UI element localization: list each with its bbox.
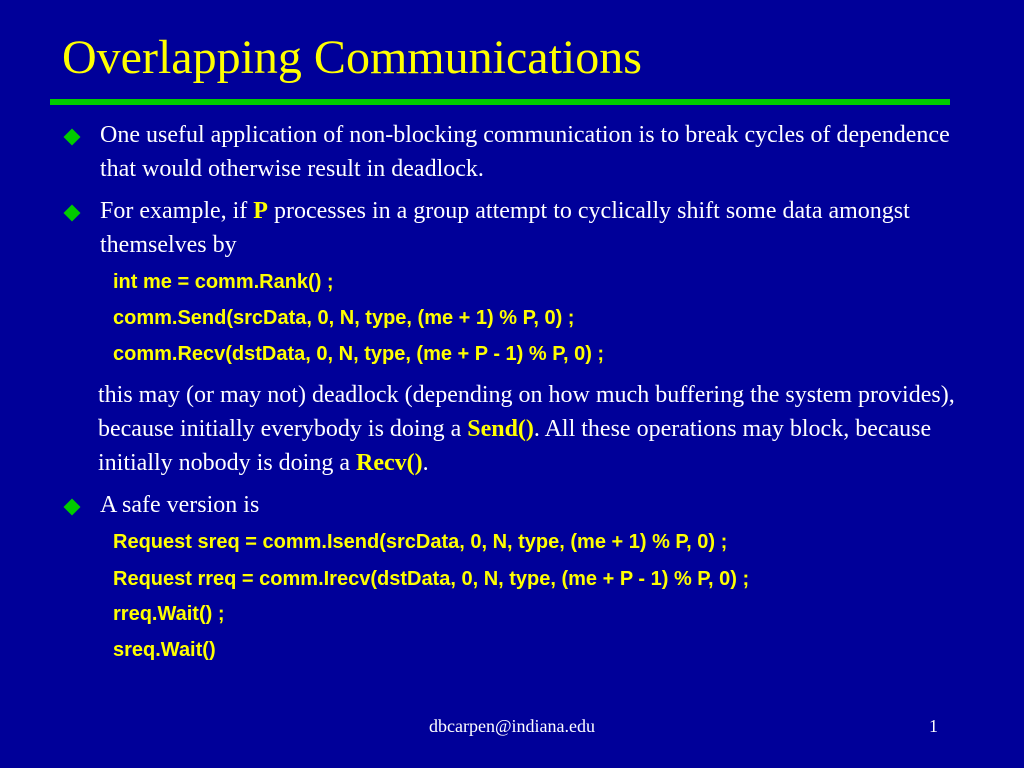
code-line: Request sreq = comm.Isend(srcData, 0, N, type, (me + 1) % P, 0) ;	[113, 531, 728, 553]
bullet-text	[100, 194, 960, 262]
bullet-text: One useful application of non-blocking communication is to break cycles of dependence that would otherwise result in deadlock.	[100, 122, 950, 182]
code-line: comm.Recv(dstData, 0, N, type, (me + P - 1) % P, 0) ;	[113, 343, 605, 365]
variable-p: P	[253, 198, 268, 224]
code-line: Request rreq = comm.Irecv(dstData, 0, N, type, (me + P - 1) % P, 0) ;	[113, 568, 750, 590]
deadlock-paragraph	[98, 378, 958, 480]
footer-email: dbcarpen@indiana.edu	[428, 716, 595, 736]
code-line: sreq.Wait()	[113, 639, 216, 661]
bullet-text-pre: For example, if	[100, 198, 254, 224]
code-line: rreq.Wait() ;	[113, 603, 225, 625]
send-call: Send()	[467, 416, 534, 442]
bullet-text-post: processes in a group attempt to cyclically shift some data amongst themselves by	[100, 198, 910, 258]
bullet-text: A safe version is	[100, 492, 260, 518]
paragraph-part1: this may (or may not) deadlock (depending on how much buffering the system provides), because initially everybody is doing a	[98, 382, 955, 442]
slide-title: Overlapping Communications	[62, 31, 642, 84]
recv-call: Recv()	[356, 450, 423, 476]
diamond-bullet-icon	[64, 499, 81, 516]
page-number: 1	[929, 716, 938, 736]
code-line: comm.Send(srcData, 0, N, type, (me + 1) % P, 0) ;	[113, 307, 575, 329]
diamond-bullet-icon	[64, 129, 81, 146]
diamond-bullet-icon	[64, 205, 81, 222]
paragraph-part3: .	[422, 450, 429, 476]
code-line: int me = comm.Rank() ;	[113, 271, 334, 293]
paragraph-part2: . All these operations may block, because initially nobody is doing a	[98, 416, 932, 476]
